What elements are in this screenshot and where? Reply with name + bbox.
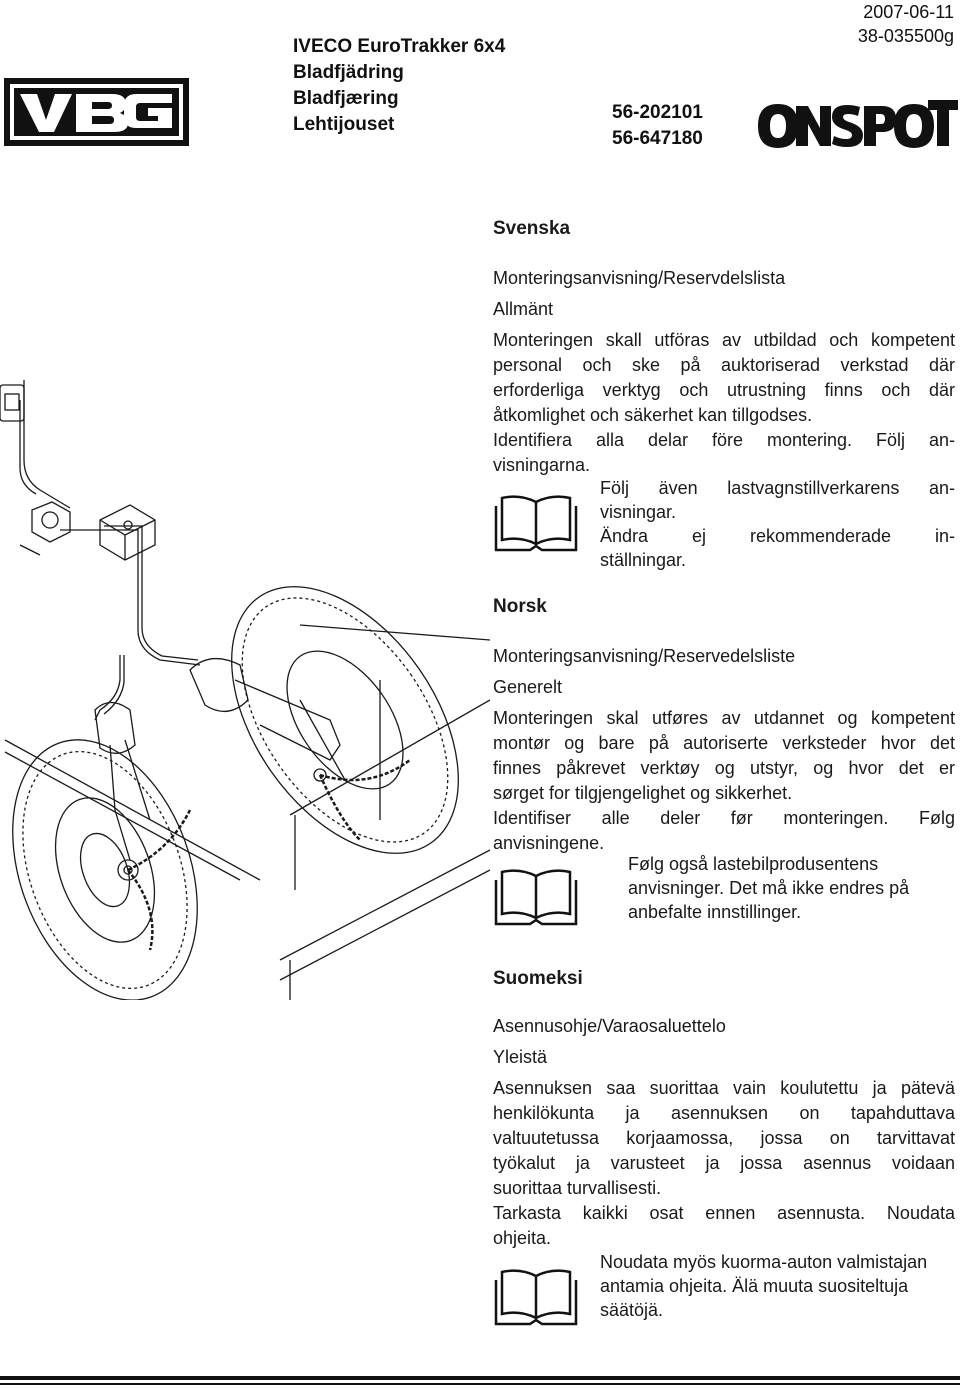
body-line: suorittaa turvallisesti.: [493, 1178, 662, 1198]
body-line: visningarna.: [493, 455, 591, 475]
body-line: erforderliga verktyg och utrustning finns och där: [493, 380, 955, 400]
body-line: Monteringen skal utføres av utdannet og kompetent: [493, 708, 955, 728]
section-heading: Suomeksi: [493, 968, 583, 989]
body-line: Asennuksen saa suorittaa vain koulutettu ja pätevä: [493, 1078, 955, 1098]
note-line: visningar.: [600, 502, 677, 522]
svenska-note: [600, 476, 955, 572]
body-line: anvisningene.: [493, 833, 605, 853]
section-heading: Norsk: [493, 596, 547, 617]
snow-chain-illustration: [0, 380, 490, 1000]
note-line: Följ även lastvagnstillverkarens an-: [600, 478, 955, 498]
section-svenska: [493, 218, 955, 240]
document-ref: 38-035500g: [857, 26, 954, 46]
body-line: Identifiera alla delar före montering. Följ an-: [493, 430, 955, 450]
title-line: IVECO EuroTrakker 6x4: [293, 36, 506, 57]
section-suomeksi: [493, 968, 955, 990]
body-line: Tarkasta kaikki osat ennen asennusta. Noudata: [493, 1203, 955, 1223]
norsk-text: [493, 644, 955, 856]
bottom-rule: [0, 1376, 960, 1380]
book-icon: [494, 866, 578, 926]
note-line: antamia ohjeita. Älä muuta suositeltuja: [600, 1276, 909, 1296]
title-line: Lehtijouset: [293, 114, 395, 135]
body-line: montør og bare på autoriserte verksteder hvor det: [493, 733, 955, 753]
document-meta: [858, 0, 954, 48]
section-general: Yleistä: [493, 1047, 548, 1067]
book-icon: [494, 492, 578, 552]
onspot-logo: [758, 96, 958, 154]
book-icon: [494, 1266, 578, 1326]
svenska-text: [493, 266, 955, 478]
part-numbers: [612, 100, 703, 152]
section-general: Allmänt: [493, 299, 554, 319]
section-general: Generelt: [493, 677, 563, 697]
title-line: Bladfjæring: [293, 88, 399, 109]
body-line: Monteringen skall utföras av utbildad och kompetent: [493, 330, 955, 350]
body-line: finnes påkrevet verktøy og utstyr, og hvor det er: [493, 758, 955, 778]
section-heading: Svenska: [493, 218, 571, 239]
body-line: valtuutetussa korjaamossa, jossa on tarvittavat: [493, 1128, 955, 1148]
body-line: ohjeita.: [493, 1228, 552, 1248]
section-subtitle: Asennusohje/Varaosaluettelo: [493, 1016, 726, 1036]
body-line: åtkomlighet och säkerhet kan tillgodses.: [493, 405, 813, 425]
bottom-rule: [0, 1383, 960, 1385]
body-line: työkalut ja varusteet ja jossa asennus voidaan: [493, 1153, 955, 1173]
vbg-logo: [4, 78, 189, 146]
document-date: 2007-06-11: [863, 2, 954, 22]
note-line: anvisninger. Det må ikke endres på: [628, 878, 910, 898]
suomeksi-text: [493, 1014, 955, 1251]
body-line: Identifiser alle deler før monteringen. Følg: [493, 808, 955, 828]
body-line: henkilökunta ja asennuksen on tapahduttava: [493, 1103, 955, 1123]
section-norsk: [493, 596, 955, 618]
norsk-note: [628, 852, 955, 924]
note-line: säätöjä.: [600, 1300, 664, 1320]
note-line: Følg også lastebilprodusentens: [628, 854, 879, 874]
section-subtitle: Monteringsanvisning/Reservedelsliste: [493, 646, 796, 666]
section-subtitle: Monteringsanvisning/Reservdelslista: [493, 268, 786, 288]
title-line: Bladfjädring: [293, 62, 404, 83]
note-line: Noudata myös kuorma-auton valmistajan: [600, 1252, 928, 1272]
suomeksi-note: [600, 1250, 956, 1322]
document-title: [293, 34, 505, 138]
part-number: 56-647180: [612, 128, 703, 149]
note-line: Ändra ej rekommenderade in-: [600, 526, 955, 546]
part-number: 56-202101: [612, 102, 703, 123]
body-line: personal och ske på auktoriserad verkstad där: [493, 355, 955, 375]
note-line: ställningar.: [600, 550, 687, 570]
body-line: sørget for tilgjengelighet og sikkerhet.: [493, 783, 793, 803]
note-line: anbefalte innstillinger.: [628, 902, 802, 922]
